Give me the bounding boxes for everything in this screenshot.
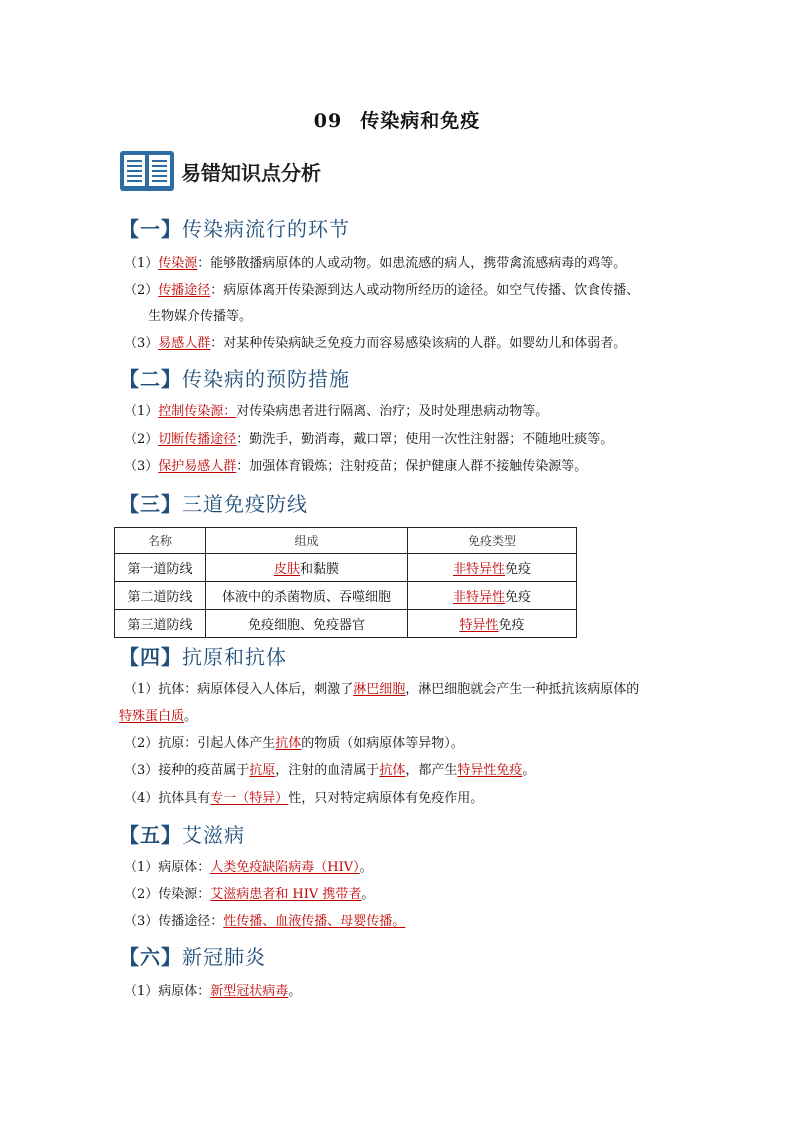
line-text: 生物媒介传播等。 <box>148 309 253 324</box>
key-term: 易感人群 <box>158 336 211 351</box>
cell-text: 免疫 <box>498 618 525 633</box>
paragraph-line <box>124 430 613 450</box>
line-text: ：对某种传染病缺乏免疫力而容易感染该病的人群。如婴幼儿和体弱者。 <box>210 336 627 351</box>
line-prefix: （1） <box>124 404 159 419</box>
table-cell <box>408 582 577 610</box>
line-text: （1）病原体： <box>124 860 211 875</box>
section-heading-6 <box>119 941 266 970</box>
table-header-row <box>115 528 577 554</box>
key-term: 皮肤 <box>273 562 300 577</box>
key-term: 保护易感人群 <box>158 459 237 474</box>
line-text: 对传染病患者进行隔离、治疗；及时处理患病动物等。 <box>236 404 549 419</box>
cell-text: 体液中的杀菌物质、吞噬细胞 <box>221 590 391 605</box>
section-banner <box>119 150 321 192</box>
paragraph-line <box>124 254 626 274</box>
open-book-icon <box>119 150 175 192</box>
heading-mark: 【二】 <box>119 367 182 391</box>
heading-mark: 【一】 <box>119 217 182 241</box>
paragraph-line <box>124 982 301 1002</box>
key-term: 性传播、血液传播、母婴传播。 <box>223 914 406 929</box>
paragraph-line <box>124 734 464 754</box>
line-text: （2）抗原：引起人体产生 <box>124 736 276 751</box>
key-term: 切断传播途径 <box>158 432 237 447</box>
line-text: （3）传播途径： <box>124 914 224 929</box>
line-text: （3）接种的疫苗属于 <box>124 763 250 778</box>
line-prefix: （3） <box>124 459 159 474</box>
section-heading-1 <box>119 213 350 242</box>
table-cell: 第一道防线 <box>115 554 206 582</box>
section-heading-5 <box>119 819 245 848</box>
table-cell <box>206 610 408 638</box>
line-text: （2）传染源： <box>124 887 211 902</box>
line-text: 。 <box>361 887 375 902</box>
page-title <box>0 106 794 133</box>
line-text: 。 <box>522 763 536 778</box>
line-text: ，都产生 <box>405 763 458 778</box>
cell-text: 免疫 <box>505 590 532 605</box>
heading-mark: 【五】 <box>119 823 182 847</box>
heading-text: 传染病流行的环节 <box>182 217 350 241</box>
key-term: 淋巴细胞 <box>353 682 406 697</box>
section-heading-3 <box>119 488 308 517</box>
paragraph-line <box>124 885 374 905</box>
heading-mark: 【四】 <box>119 645 182 669</box>
column-header: 组成 <box>206 528 408 554</box>
heading-mark: 【六】 <box>119 945 182 969</box>
paragraph-line <box>124 912 405 932</box>
paragraph-line <box>124 761 535 781</box>
paragraph-line <box>124 680 639 700</box>
key-term: 特异性 <box>459 618 499 633</box>
line-text: 性，只对特定病原体有免疫作用。 <box>288 791 484 806</box>
line-text: （4）抗体具有 <box>124 791 211 806</box>
cell-text: 免疫 <box>505 562 532 577</box>
chapter-title: 传染病和免疫 <box>360 110 481 132</box>
key-term: 抗原 <box>249 763 276 778</box>
heading-text: 三道免疫防线 <box>182 492 308 516</box>
line-text: （1）病原体： <box>124 984 211 999</box>
key-term: 传播途径 <box>158 283 211 298</box>
cell-text: 免疫细胞、免疫器官 <box>247 618 365 633</box>
column-header: 免疫类型 <box>408 528 577 554</box>
line-text: ，注射的血清属于 <box>275 763 380 778</box>
section-heading-2 <box>119 363 350 392</box>
table-cell <box>206 554 408 582</box>
chapter-number: 09 <box>313 110 343 132</box>
line-text: 。 <box>184 709 198 724</box>
table-row <box>115 554 577 582</box>
section-heading-4 <box>119 641 287 670</box>
heading-text: 艾滋病 <box>182 823 245 847</box>
line-text: ：加强体育锻炼；注射疫苗；保护健康人群不接触传染源等。 <box>236 459 588 474</box>
line-prefix: （2） <box>124 283 159 298</box>
heading-mark: 【三】 <box>119 492 182 516</box>
key-term: 抗体 <box>379 763 406 778</box>
table-row <box>115 582 577 610</box>
line-prefix: （1） <box>124 256 159 271</box>
line-text: （1）抗体：病原体侵入人体后，刺激了 <box>124 682 354 697</box>
paragraph-line <box>124 402 548 422</box>
heading-text: 新冠肺炎 <box>182 945 266 969</box>
paragraph-line <box>124 334 626 354</box>
table-cell: 第三道防线 <box>115 610 206 638</box>
line-prefix: （3） <box>124 336 159 351</box>
line-text: ：勤洗手，勤消毒，戴口罩；使用一次性注射器；不随地吐痰等。 <box>236 432 614 447</box>
line-text: 。 <box>359 860 373 875</box>
key-term: 人类免疫缺陷病毒（HIV） <box>210 860 360 875</box>
line-text: 。 <box>288 984 302 999</box>
key-term: 抗体 <box>275 736 302 751</box>
paragraph-line <box>119 707 197 727</box>
paragraph-line <box>124 457 587 477</box>
paragraph-line <box>124 789 483 809</box>
paragraph-line <box>124 281 639 301</box>
key-term: 新型冠状病毒 <box>210 984 289 999</box>
key-term: 非特异性 <box>452 562 505 577</box>
key-term: 特异性免疫 <box>457 763 523 778</box>
key-term: 艾滋病患者和 HIV 携带者 <box>210 887 362 902</box>
heading-text: 抗原和抗体 <box>182 645 287 669</box>
table-cell <box>408 610 577 638</box>
table-row <box>115 610 577 638</box>
table-cell <box>206 582 408 610</box>
key-term: 专一（特异） <box>210 791 289 806</box>
key-term: 控制传染源： <box>158 404 237 419</box>
line-text: ：能够散播病原体的人或动物。如患流感的病人，携带禽流感病毒的鸡等。 <box>197 256 627 271</box>
key-term: 特殊蛋白质 <box>119 709 185 724</box>
line-text: 的物质（如病原体等异物）。 <box>301 736 464 751</box>
banner-label: 易错知识点分析 <box>181 160 321 185</box>
cell-text: 和黏膜 <box>300 562 340 577</box>
line-prefix: （2） <box>124 432 159 447</box>
heading-text: 传染病的预防措施 <box>182 367 350 391</box>
key-term: 传染源 <box>158 256 198 271</box>
paragraph-line <box>124 858 373 878</box>
key-term: 非特异性 <box>452 590 505 605</box>
paragraph-line <box>148 307 252 327</box>
immune-defense-table <box>114 527 577 638</box>
table-cell: 第二道防线 <box>115 582 206 610</box>
table-cell <box>408 554 577 582</box>
line-text: ：病原体离开传染源到达人或动物所经历的途径。如空气传播、饮食传播、 <box>210 283 640 298</box>
line-text: ，淋巴细胞就会产生一种抵抗该病原体的 <box>405 682 640 697</box>
column-header: 名称 <box>115 528 206 554</box>
